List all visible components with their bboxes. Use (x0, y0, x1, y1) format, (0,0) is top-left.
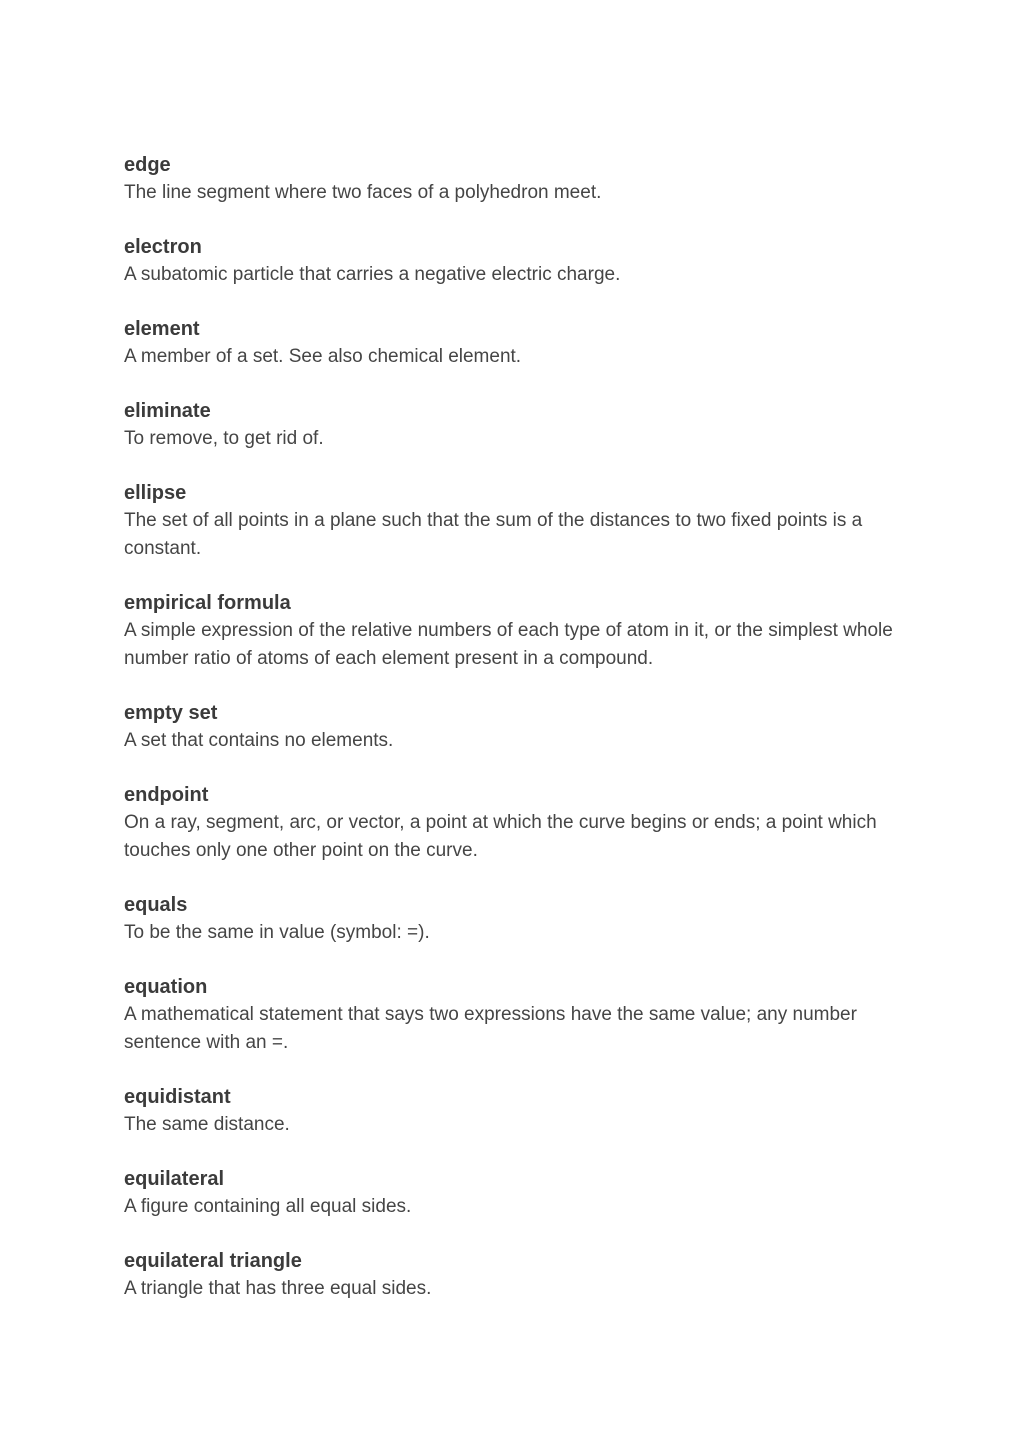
glossary-entry-eliminate (124, 398, 904, 453)
term-title: equilateral triangle (124, 1250, 302, 1272)
glossary-entry-ellipse (124, 480, 904, 563)
term-definition: A figure containing all equal sides. (124, 1196, 412, 1217)
glossary-entry-equation (124, 974, 904, 1057)
term-title: empirical formula (124, 592, 291, 614)
term-title: equals (124, 894, 188, 916)
term-definition: The set of all points in a plane such that the sum of the distances to two fixed points is a constant. (124, 510, 863, 559)
term-definition: A triangle that has three equal sides. (124, 1278, 432, 1299)
term-definition: A subatomic particle that carries a negative electric charge. (124, 264, 621, 285)
term-title: electron (124, 236, 202, 258)
term-title: endpoint (124, 784, 209, 806)
term-title: equidistant (124, 1086, 231, 1108)
glossary-entry-equilateral-triangle (124, 1248, 904, 1303)
term-title: ellipse (124, 482, 187, 504)
glossary-page (124, 152, 904, 1330)
term-definition: To remove, to get rid of. (124, 428, 324, 449)
glossary-entry-endpoint (124, 782, 904, 865)
term-definition: The same distance. (124, 1114, 290, 1135)
term-title: equilateral (124, 1168, 225, 1190)
term-definition: A member of a set. See also chemical element. (124, 346, 522, 367)
term-definition: On a ray, segment, arc, or vector, a point at which the curve begins or ends; a point which touches only one other point on the curve. (124, 812, 877, 861)
term-title: equation (124, 976, 208, 998)
term-definition: A mathematical statement that says two expressions have the same value; any number sentence with an =. (124, 1004, 857, 1053)
glossary-entry-empty-set (124, 700, 904, 755)
glossary-entry-edge (124, 152, 904, 207)
glossary-entry-equals (124, 892, 904, 947)
term-definition: A simple expression of the relative numbers of each type of atom in it, or the simplest whole number ratio of atoms of each element present in a compound. (124, 620, 893, 669)
term-title: empty set (124, 702, 218, 724)
glossary-entry-equidistant (124, 1084, 904, 1139)
glossary-entry-element (124, 316, 904, 371)
term-definition: The line segment where two faces of a polyhedron meet. (124, 182, 602, 203)
term-title: edge (124, 154, 171, 176)
term-definition: A set that contains no elements. (124, 730, 394, 751)
term-definition: To be the same in value (symbol: =). (124, 922, 430, 943)
term-title: element (124, 318, 200, 340)
glossary-entry-empirical-formula (124, 590, 904, 673)
glossary-entry-electron (124, 234, 904, 289)
term-title: eliminate (124, 400, 211, 422)
glossary-entry-equilateral (124, 1166, 904, 1221)
